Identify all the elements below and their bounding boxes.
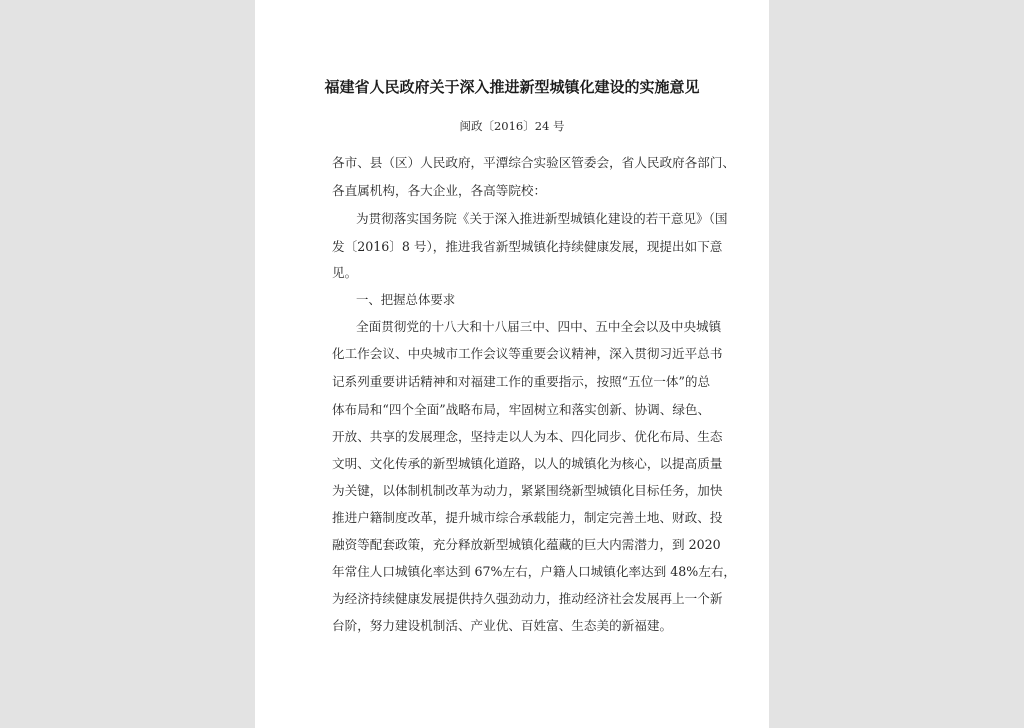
body-line: 全面贯彻党的十八大和十八届三中、四中、五中全会以及中央城镇 [356,319,722,334]
salutation-line: 各市、县（区）人民政府，平潭综合实验区管委会，省人民政府各部门、 [332,155,735,170]
body-line: 为关键，以体制机制改革为动力，紧紧围绕新型城镇化目标任务，加快 [332,483,723,498]
body-line: 为经济持续健康发展提供持久强劲动力，推动经济社会发展再上一个新 [332,591,723,606]
section-heading: 一、把握总体要求 [356,292,456,307]
body-line: 记系列重要讲话精神和对福建工作的重要指示，按照“五位一体”的总 [332,374,711,389]
body-line: 台阶，努力建设机制活、产业优、百姓富、生态美的新福建。 [332,618,673,633]
body-line: 开放、共享的发展理念，坚持走以人为本、四化同步、优化布局、生态 [332,429,723,444]
document-page [255,0,769,728]
document-number: 闽政〔2016〕24 号 [459,119,565,133]
body-line: 年常住人口城镇化率达到 67%左右，户籍人口城镇化率达到 48%左右， [332,564,737,579]
intro-line: 发〔2016〕8 号），推进我省新型城镇化持续健康发展，现提出如下意 [332,239,723,254]
document-title: 福建省人民政府关于深入推进新型城镇化建设的实施意见 [324,78,700,96]
salutation-line: 各直属机构，各大企业，各高等院校： [332,183,547,198]
body-line: 推进户籍制度改革，提升城市综合承载能力，制定完善土地、财政、投 [332,510,723,525]
body-line: 体布局和“四个全面”战略布局，牢固树立和落实创新、协调、绿色、 [332,402,711,417]
body-line: 文明、文化传承的新型城镇化道路，以人的城镇化为核心，以提高质量 [332,456,723,471]
intro-line: 为贯彻落实国务院《关于深入推进新型城镇化建设的若干意见》（国 [356,211,728,226]
body-line: 融资等配套政策，充分释放新型城镇化蕴藏的巨大内需潜力，到 2020 [332,537,721,552]
intro-line: 见。 [332,265,358,280]
body-line: 化工作会议、中央城市工作会议等重要会议精神，深入贯彻习近平总书 [332,346,723,361]
